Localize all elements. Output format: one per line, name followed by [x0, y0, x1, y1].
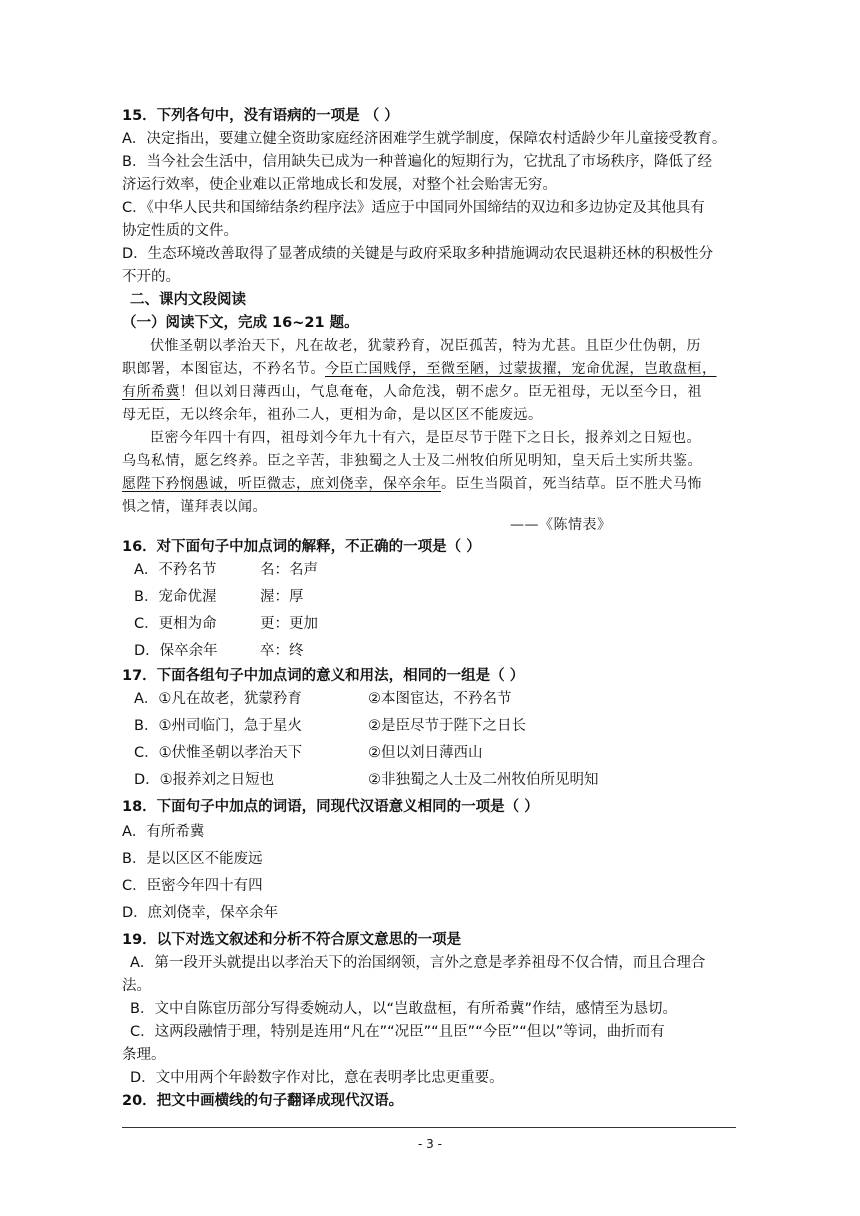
q16-stem: 16．对下面句子中加点词的解释，不正确的一项是（ ） [122, 539, 481, 555]
passage-source: ——《陈情表》 [510, 517, 612, 533]
underlined-sentence: 愿陛下矜悯愚诚，听臣微志，庶刘侥幸，保卒余年 [122, 476, 441, 492]
q18-option: C．臣密今年四十有四 [122, 878, 263, 894]
page-number: - 3 - [418, 1137, 442, 1151]
q17-option: D．①报养刘之日短也 ②非独蜀之人士及二州牧伯所见明知 [134, 772, 599, 788]
passage-line [122, 382, 702, 402]
q19-option-a-line1: A．第一段开头就提出以孝治天下的治国纲领，言外之意是孝养祖母不仅合情，而且合理合 [130, 955, 706, 971]
q18-option: A．有所希冀 [122, 824, 205, 840]
q16-option: A．不矜名节 名：名声 [134, 562, 318, 578]
q15-option-b-line2: 济运行效率，使企业难以正常地成长和发展，对整个社会贻害无穷。 [122, 177, 557, 193]
underlined-sentence: 今臣亡国贱俘，至微至陋，过蒙拔擢，宠命优渥，岂敢盘桓， [325, 361, 717, 377]
q16-option: D．保卒余年 卒：终 [134, 643, 304, 659]
q18-option: D．庶刘侥幸，保卒余年 [122, 905, 279, 921]
q16-option: C．更相为命 更：更加 [134, 616, 318, 632]
passage-line: 伏惟圣朝以孝治天下，凡在故老，犹蒙矜育，况臣孤苦，特为尤甚。且臣少仕伪朝，历 [150, 338, 701, 354]
q19-option-b: B．文中自陈宦历部分写得委婉动人，以“岂敢盘桓，有所希冀”作结，感情至为恳切。 [130, 1001, 677, 1017]
q15-option-d-line2: 不开的。 [122, 269, 180, 285]
passage-line: 乌鸟私情，愿乞终养。臣之辛苦，非独蜀之人士及二州牧伯所见明知，皇天后土实所共鉴。 [122, 453, 702, 469]
q15-option-a: A．决定指出，要建立健全资助家庭经济困难学生就学制度，保障农村适龄少年儿童接受教育。 [122, 131, 727, 147]
passage-text: 。臣生当陨首，死当结草。臣不胜犬马怖 [441, 476, 702, 492]
q19-option-c-line1: C．这两段融情于理，特别是连用“凡在”“况臣”“且臣”“今臣”“但以”等词，曲折而有 [130, 1024, 665, 1040]
passage-line: 臣密今年四十有四，祖母刘今年九十有六，是臣尽节于陛下之日长，报养刘之日短也。 [150, 430, 701, 446]
passage-line: 母无臣，无以终余年，祖孙二人，更相为命，是以区区不能废远。 [122, 407, 543, 423]
q17-option: B．①州司临门，急于星火 ②是臣尽节于陛下之日长 [134, 718, 526, 734]
passage-line [122, 359, 717, 379]
q19-stem: 19．以下对选文叙述和分析不符合原文意思的一项是 [122, 932, 462, 948]
q17-stem: 17．下面各组句子中加点词的意义和用法，相同的一组是（ ） [122, 668, 525, 684]
q15-option-c-line1: C．《中华人民共和国缔结条约程序法》适应于中国同外国缔结的双边和多边协定及其他具有 [122, 200, 705, 216]
q18-stem: 18．下面句子中加点的词语，同现代汉语意义相同的一项是（ ） [122, 799, 539, 815]
q19-option-a-line2: 法。 [122, 978, 151, 994]
passage-line [122, 474, 702, 494]
part-heading: （一）阅读下文，完成 16~21 题。 [122, 315, 359, 331]
q15-option-b-line1: B．当今社会生活中，信用缺失已成为一种普遍化的短期行为，它扰乱了市场秩序，降低了经 [122, 154, 712, 170]
passage-text: 职郎署，本图宦达，不矜名节。 [122, 361, 325, 377]
q19-option-d: D．文中用两个年龄数字作对比，意在表明孝比忠更重要。 [130, 1070, 504, 1086]
underlined-sentence: 有所希冀 [122, 384, 180, 400]
q17-option: A．①凡在故老，犹蒙矜育 ②本图宦达，不矜名节 [134, 691, 512, 707]
q17-option: C．①伏惟圣朝以孝治天下 ②但以刘日薄西山 [134, 745, 483, 761]
passage-text: ！但以刘日薄西山，气息奄奄，人命危浅，朝不虑夕。臣无祖母，无以至今日，祖 [180, 384, 702, 400]
footer-rule [122, 1127, 736, 1128]
q15-option-c-line2: 协定性质的文件。 [122, 223, 238, 239]
q15-option-d-line1: D．生态环境改善取得了显著成绩的关键是与政府采取多种措施调动农民退耕还林的积极性分 [122, 246, 714, 262]
q16-option: B．宠命优渥 渥：厚 [134, 589, 304, 605]
q19-option-c-line2: 条理。 [122, 1047, 166, 1063]
q18-option: B．是以区区不能废远 [122, 851, 263, 867]
passage-line: 惧之情，谨拜表以闻。 [122, 499, 267, 515]
q20-stem: 20．把文中画横线的句子翻译成现代汉语。 [122, 1093, 404, 1109]
q15-stem: 15．下列各句中，没有语病的一项是 （ ） [122, 108, 399, 124]
section-heading: 二、课内文段阅读 [130, 292, 246, 308]
